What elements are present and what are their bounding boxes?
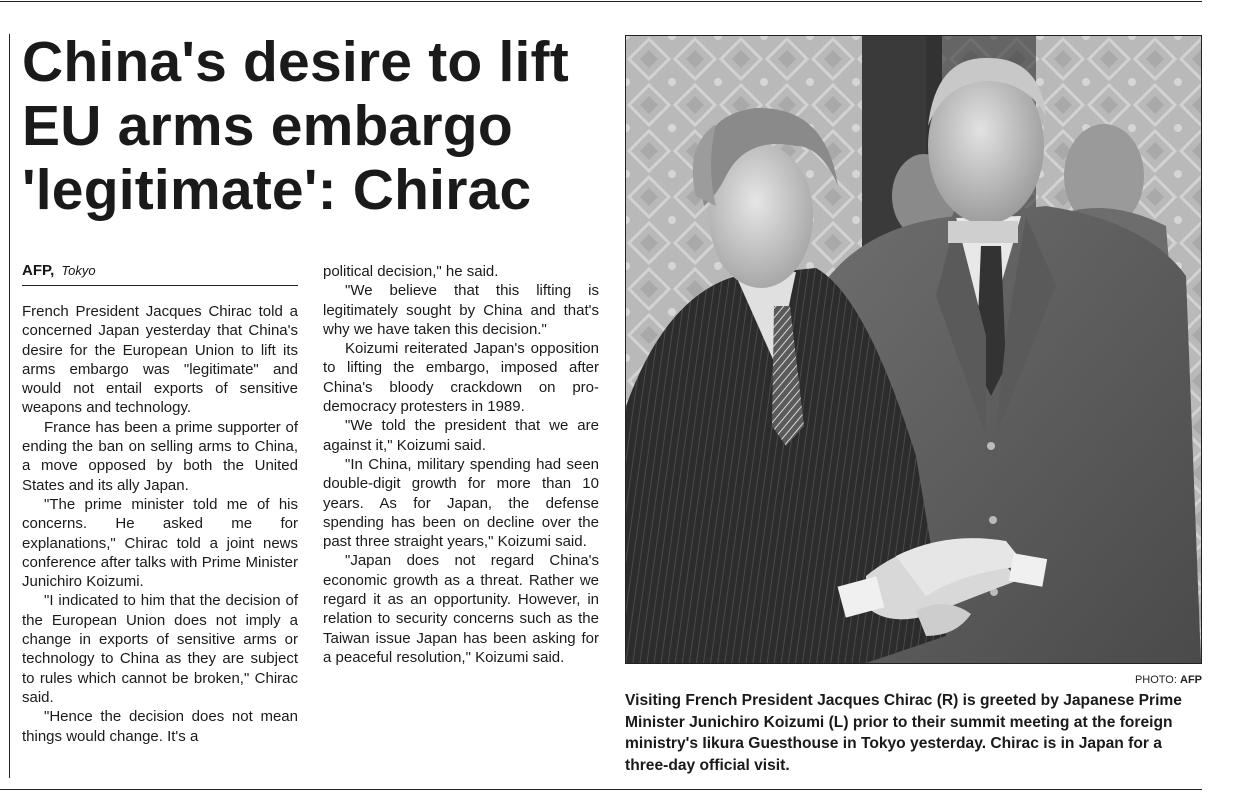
article-column-1 bbox=[22, 302, 298, 746]
photo-credit bbox=[1000, 673, 1202, 687]
paragraph: French President Jacques Chirac told a concerned Japan yesterday that China's desire for the European Union to lift its arms embargo was "legitimate" and would not entail exports of sensitive weapons and technology. bbox=[22, 303, 298, 417]
photo-caption: Visiting French President Jacques Chirac (R) is greeted by Japanese Prime Minister Junichiro Koizumi (L) prior to their summit meeting at the foreign ministry's Iikura Guesthouse in Tokyo yesterday. Chirac is in Japan for a three-day official visit. bbox=[625, 692, 1182, 774]
paragraph: "Japan does not regard China's economic growth as a threat. Rather we regard it as an opportunity. However, in relation to security concerns such as the Taiwan issue Japan has been asking for a peaceful resolution," Koizumi said. bbox=[323, 552, 599, 666]
photo-credit-label: PHOTO: bbox=[1134, 674, 1177, 686]
paragraph: "The prime minister told me of his concerns. He asked me for explanations," Chirac told a joint news conference after talks with Prime Minister Junichiro Koizumi. bbox=[22, 495, 298, 591]
article-column-2 bbox=[323, 262, 599, 667]
paragraph: "We believe that this lifting is legitimately sought by China and that's why we have taken this decision." bbox=[323, 282, 599, 338]
headline-line-3: 'legitimate': Chirac bbox=[22, 158, 532, 222]
paragraph: political decision," he said. bbox=[323, 263, 499, 280]
paragraph: "Hence the decision does not mean things would change. It's a bbox=[22, 708, 298, 745]
headline-line-1: China's desire to lift bbox=[22, 30, 569, 94]
news-photo bbox=[625, 35, 1202, 664]
paragraph: Koizumi reiterated Japan's opposition to lifting the embargo, imposed after China's bloody crackdown on pro-democracy protesters in 1989. bbox=[323, 340, 599, 416]
bottom-rule bbox=[0, 789, 1202, 790]
byline-agency: AFP, bbox=[22, 262, 55, 279]
byline bbox=[22, 261, 298, 286]
byline-location: Tokyo bbox=[61, 263, 96, 278]
paragraph: France has been a prime supporter of ending the ban on selling arms to China, a move opposed by both the United States and its ally Japan. bbox=[22, 418, 298, 494]
photo-illustration bbox=[626, 36, 1201, 663]
headline-line-2: EU arms embargo bbox=[22, 94, 513, 158]
headline bbox=[22, 30, 612, 222]
paragraph: "In China, military spending had seen double-digit growth for more than 10 years. As for Japan, the defense spending has been on decline over the past three straight years," Koizumi said. bbox=[323, 455, 599, 551]
photo-credit-source: AFP bbox=[1180, 674, 1202, 686]
top-rule bbox=[0, 1, 1202, 2]
paragraph: "We told the president that we are against it," Koizumi said. bbox=[323, 417, 599, 454]
paragraph: "I indicated to him that the decision of the European Union does not imply a change in exports of sensitive arms or technology to China as they are subject to rules which cannot be broken," Chirac said. bbox=[22, 592, 298, 706]
left-column-rule bbox=[9, 34, 10, 778]
